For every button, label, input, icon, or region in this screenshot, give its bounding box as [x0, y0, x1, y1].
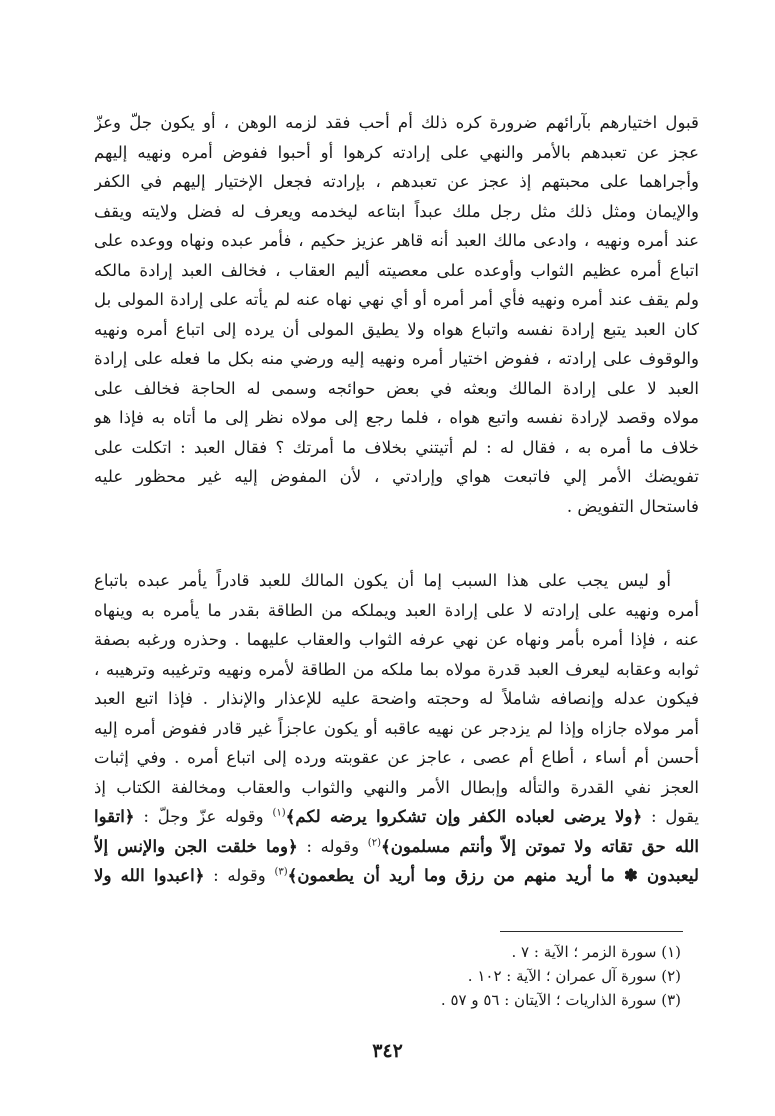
footnote-item: (٣) سورة الذاريات ؛ الآيتان : ٥٦ و ٥٧ . [440, 991, 681, 1009]
verse-line [94, 832, 699, 862]
verse-intro: يقول : [642, 807, 699, 826]
verse-connector: وقوله عزّ وجلّ : [134, 807, 273, 826]
footnotes [281, 940, 681, 1012]
text-line: أمر مولاه جازاه وإذا لم يزدجر عن نهيه عاقبه أو يكون عاجزاً غير قادر ففوض أمره إليه [94, 718, 699, 738]
quran-quote: الله حق تقاته ولا تموتن إلاّ وأنتم مسلمون﴾ [380, 835, 699, 856]
text-line: كان العبد يتبع إرادة نفسه واتباع هواه ولا يطيق المولى أن يرده إلى اتباع أمره ونهيه [94, 319, 699, 339]
verse-line [94, 802, 699, 832]
text-line: والإيمان ومثل ذلك مثل رجل ملك عبداً ابتاعه ليخدمه ويعرف له فضل ولايته ويقف [94, 201, 699, 221]
text-line: أو ليس يجب على هذا السبب إما أن يكون المالك للعبد قادراً يأمر عبده باتباع [94, 571, 671, 590]
text-line: عنه ، فإذا أمره بأمر ونهاه عن نهي عرفه الثواب والعقاب عليهما . وحذره ورغبه بصفة [94, 630, 699, 649]
paragraph-1 [94, 108, 699, 521]
quran-quote: ﴿اتقوا [94, 806, 135, 826]
text-line: العجز نفي القدرة والتأله وإبطال الأمر والنهي والثواب والعقاب ومخالفة الكتاب إذ [94, 777, 699, 797]
paragraph-2 [94, 566, 699, 891]
text-line: العبد لا على إرادة المالك وبعثه في بعض حوائجه وسمى له الحاجة فخالف على [94, 378, 699, 398]
text-line: اتباع أمره عظيم الثواب وأوعده على معصيته أليم العقاب ، فخالف العبد إرادة مالكه [94, 260, 699, 280]
text-line: والوقوف على إرادته ، ففوض اختيار أمره ونهيه إليه ورضي منه بكل ما فعله على إرادة [94, 349, 699, 368]
footnote-marker[interactable]: (٢) [367, 836, 381, 848]
text-line: وأجراهما على محبتهم إذ عجز عن تعبدهم ، بإرادته فجعل الإختيار إليهم في الكفر [94, 172, 699, 191]
verse-line [94, 861, 699, 891]
text-line: عجز عن تعبدهم بالأمر والنهي على إرادته كرهوا أو أحبوا ففوض أمره ونهيه إليهم [94, 142, 699, 162]
text-line: فيكون عدله وإنصافه شاملاً له وحجته واضحة عليه للإعذار والإنذار . فإذا اتبع العبد [94, 689, 699, 708]
verse-connector: وقوله : [204, 866, 275, 885]
text-line: مولاه وقصد لإرادة نفسه واتبع هواه ، فلما رجع إلى مولاه نظر إلى ما أتاه به فإذا هو [94, 408, 699, 427]
text-line: ولم يقف عند أمره ونهيه فأي أمر أمره أو أي نهي نهاه عنه لم يأته على إرادة المولى بل [94, 290, 699, 309]
quran-quote: ﴿ولا يرضى لعباده الكفر وإن تشكروا يرضه لكم﴾ [285, 806, 643, 826]
text-line: فاستحال التفويض . [566, 496, 699, 516]
text-line: ثوابه وعقابه ليعرف العبد قدرة مولاه بما ملكه من الطاقة لأمره ونهيه وترغيبه وترهيبه ، [94, 659, 699, 679]
footnote-item: (١) سورة الزمر ؛ الآية : ٧ . [511, 943, 681, 961]
text-line: أمره ونهيه على إرادته لا على إرادة العبد ويملكه من الطاقة بقدر ما يأمره به وينهاه [94, 600, 699, 620]
footnote-marker[interactable]: (١) [272, 807, 286, 819]
quran-quote: ﴿وما خلقت الجن والإنس إلاّ [94, 835, 298, 856]
footnote-item: (٢) سورة آل عمران ؛ الآية : ١٠٢ . [467, 967, 681, 985]
text-line: خلاف ما أمره به ، فقال له : لم أتيتني بخلاف ما أمرتك ؟ فقال العبد : اتكلت على [94, 437, 699, 457]
quran-quote: ليعبدون ✽ ما أريد منهم من رزق وما أريد أن يطعمون﴾ [287, 865, 699, 885]
text-line: أحسن أم أساء ، أطاع أم عصى ، عاجز عن عقوبته ورده إلى اتباع أمره . وفي إثبات [94, 748, 699, 767]
footnote-marker[interactable]: (٣) [274, 866, 288, 878]
footnote-divider [500, 931, 683, 932]
quran-quote: ﴿اعبدوا الله ولا [94, 865, 205, 885]
text-line: تفويضك الأمر إلي فاتبعت هواي وإرادتي ، لأن المفوض إليه غير محظور عليه [94, 467, 699, 486]
text-line: عند أمره ونهيه ، وادعى مالك العبد أنه قاهر عزيز حكيم ، فأمر عبده ونهاه ووعده على [94, 231, 699, 250]
verse-connector: وقوله : [297, 836, 368, 856]
page-number: ٣٤٢ [372, 1040, 403, 1062]
text-line: قبول اختيارهم بآرائهم ضرورة كره ذلك أم أحب فقد لزمه الوهن ، أو يكون جلّ وعزّ [94, 113, 699, 132]
